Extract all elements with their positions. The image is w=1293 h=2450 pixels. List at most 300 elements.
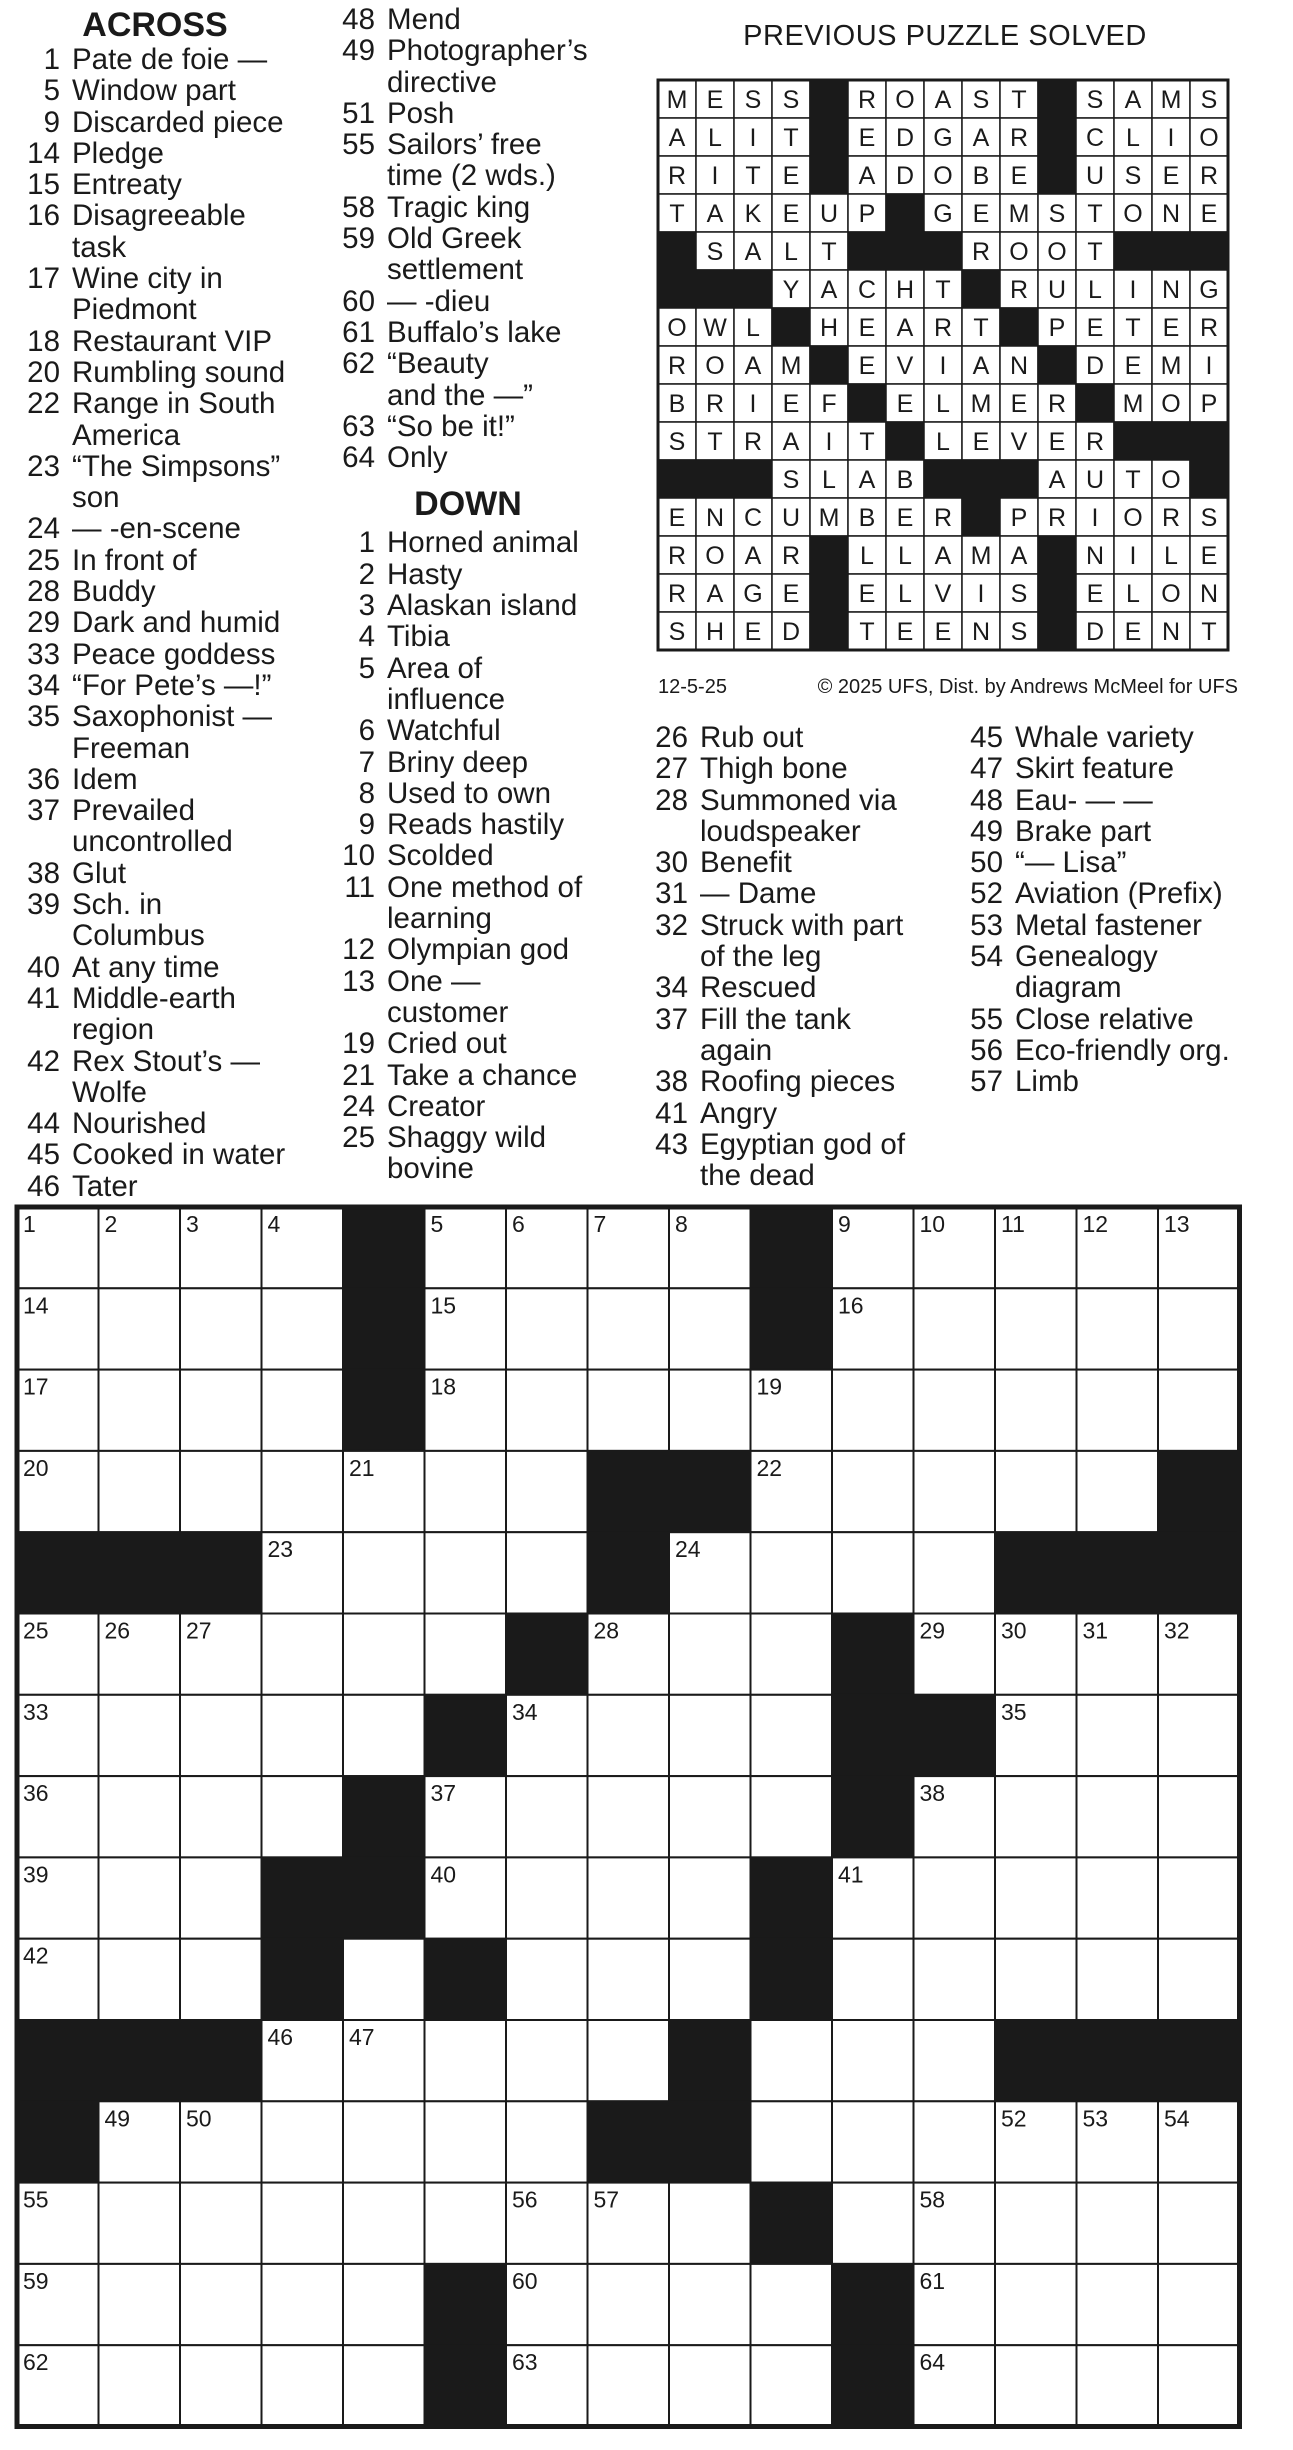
grid-cell[interactable] [588,1695,670,1776]
grid-cell[interactable] [262,1370,344,1451]
prev-cell-letter: R [667,162,687,190]
grid-cell[interactable] [99,2264,181,2345]
prev-cell-letter: E [858,124,876,152]
down-clue-41 [640,1098,960,1129]
grid-cell[interactable] [751,1532,833,1613]
prev-black-cell [1000,308,1038,346]
cell-number: 38 [919,1780,946,1807]
grid-cell[interactable] [1158,1857,1240,1938]
clue-number: 62 [342,347,375,381]
clue-text [387,129,643,192]
clue-text [387,872,643,935]
across-clue-34 [20,670,320,701]
cell-number: 13 [1164,1211,1190,1237]
grid-cell[interactable] [1077,1695,1159,1776]
grid-cell[interactable] [262,2264,344,2345]
black-square [343,1776,425,1857]
down-clue-54 [955,941,1285,1004]
clue-text-line: At any time [72,950,220,984]
prev-cell-letter: E [744,618,762,646]
grid-cell[interactable] [1077,2183,1159,2264]
cell-number: 16 [838,1292,864,1319]
down-clues-column-3 [640,722,960,1191]
clue-text-line: region [72,1013,155,1047]
grid-cell[interactable] [995,2183,1077,2264]
grid-cell[interactable] [914,2020,996,2101]
clue-number: 56 [970,1033,1003,1067]
prev-cell-letter: L [784,238,798,266]
grid-cell[interactable] [425,1451,507,1532]
grid-cell[interactable] [751,1776,833,1857]
prev-cell-letter: T [973,314,989,342]
clue-text-line: Cried out [387,1027,507,1061]
grid-cell[interactable] [99,1370,181,1451]
prev-cell-letter: E [896,618,914,646]
grid-cell[interactable] [588,1857,670,1938]
prev-cell-letter: T [783,124,799,152]
clue-number: 45 [970,721,1003,754]
clue-text-line: Wolfe [72,1075,147,1109]
clue-text-line: diagram [1015,971,1122,1005]
prev-cell-letter: T [745,162,761,190]
grid-cell[interactable] [669,1939,751,2020]
grid-cell[interactable] [669,2345,751,2426]
clue-text [1015,878,1285,909]
clue-text [72,795,320,858]
grid-cell[interactable] [506,1939,588,2020]
cell-number: 6 [512,1211,525,1237]
across-header: ACROSS [82,6,228,44]
grid-cell[interactable] [99,1451,181,1532]
clue-number: 28 [27,575,60,609]
down-clue-21 [323,1060,643,1091]
grid-cell[interactable] [99,1857,181,1938]
grid-cell[interactable] [669,2183,751,2264]
grid-cell[interactable] [1077,1939,1159,2020]
prev-cell-letter: D [1085,618,1105,646]
grid-cell[interactable] [262,2101,344,2182]
prev-cell-letter: R [1047,390,1067,418]
grid-cell[interactable] [180,1776,262,1857]
black-square [1158,1532,1240,1613]
clue-text [1015,941,1285,1004]
prev-cell-letter: O [705,542,725,570]
clue-number: 32 [655,908,688,942]
grid-cell[interactable] [588,1288,670,1369]
grid-cell[interactable] [506,1288,588,1369]
grid-cell[interactable] [669,1776,751,1857]
grid-cell[interactable] [832,1939,914,2020]
prev-cell-letter: L [1126,124,1140,152]
prev-cell-letter: L [746,314,760,342]
grid-cell[interactable] [995,1288,1077,1369]
prev-cell-letter: O [1047,238,1067,266]
grid-cell[interactable] [506,2101,588,2182]
clue-text [72,545,320,576]
prev-cell-letter: A [668,124,686,152]
grid-cell[interactable] [506,1776,588,1857]
clue-text-line: Hasty [387,557,463,591]
clue-number: 57 [970,1065,1003,1099]
prev-cell-letter: O [1123,504,1143,532]
prev-black-cell [810,118,848,156]
cell-number: 53 [1082,2105,1109,2132]
clue-text-line: Thigh bone [700,752,848,786]
clue-number: 49 [342,34,375,68]
grid-cell[interactable] [99,2345,181,2426]
grid-cell[interactable] [588,1370,670,1451]
grid-cell[interactable] [1158,1776,1240,1857]
prev-cell-letter: L [708,124,722,152]
cell-number: 8 [675,1211,688,1237]
grid-cell[interactable] [99,1939,181,2020]
clue-number: 10 [342,839,375,873]
clue-number: 48 [342,3,375,36]
clue-number: 8 [358,776,375,810]
clue-number: 28 [655,783,688,817]
grid-cell[interactable] [425,1532,507,1613]
grid-cell[interactable] [343,1532,425,1613]
grid-cell[interactable] [751,1695,833,1776]
clue-text [700,972,960,1003]
prev-cell-letter: I [1129,542,1137,570]
grid-cell[interactable] [832,2183,914,2264]
prev-cell-letter: L [1088,276,1102,304]
black-square [1158,2020,1240,2101]
black-square [425,1939,507,2020]
down-clue-12 [323,934,643,965]
cell-number: 52 [1001,2105,1027,2132]
black-square [751,1288,833,1369]
grid-cell[interactable] [262,1695,344,1776]
grid-cell[interactable] [1077,1370,1159,1451]
grid-cell[interactable] [343,2183,425,2264]
grid-cell[interactable] [832,1451,914,1532]
clue-number: 16 [27,199,60,233]
cell-number: 22 [756,1454,783,1481]
grid-cell[interactable] [1077,2264,1159,2345]
grid-cell[interactable] [588,2264,670,2345]
grid-cell[interactable] [180,2264,262,2345]
clue-text-line: Mend [387,3,461,36]
prev-cell-letter: A [1048,466,1066,494]
clue-text-line: time (2 wds.) [387,159,556,193]
prev-cell-letter: I [749,390,757,418]
across-clue-29 [20,607,320,638]
grid-cell[interactable] [1158,1695,1240,1776]
prev-cell-letter: S [782,466,800,494]
grid-cell[interactable] [180,1451,262,1532]
clue-number: 35 [27,700,60,734]
prev-cell-letter: G [1199,276,1219,304]
grid-cell[interactable] [669,1695,751,1776]
cell-number: 3 [186,1211,199,1237]
grid-cell[interactable] [180,2183,262,2264]
grid-cell[interactable] [832,1370,914,1451]
black-square [262,1857,344,1938]
grid-cell[interactable] [262,1451,344,1532]
prev-cell-letter: O [1161,390,1181,418]
grid-cell[interactable] [1158,2345,1240,2426]
across-clue-40 [20,952,320,983]
grid-cell[interactable] [180,1288,262,1369]
grid-cell[interactable] [262,1614,344,1695]
grid-cell[interactable] [425,1614,507,1695]
down-clue-list-continued [640,722,960,1191]
grid-cell[interactable] [914,1370,996,1451]
grid-cell[interactable] [669,1370,751,1451]
clue-text [72,263,320,326]
clue-text-line: Struck with part [700,908,904,942]
prev-cell-letter: N [1009,352,1029,380]
prev-black-cell [696,270,734,308]
grid-cell[interactable] [99,1288,181,1369]
cell-number: 24 [675,1536,701,1563]
clue-text-line: “— Lisa” [1015,846,1127,880]
clue-number: 64 [342,441,375,475]
grid-cell[interactable] [180,1370,262,1451]
grid-cell[interactable] [1158,1288,1240,1369]
black-square [832,1614,914,1695]
black-square [180,1532,262,1613]
clue-text-line: Glut [72,856,127,890]
prev-black-cell [924,460,962,498]
grid-cell[interactable] [425,2020,507,2101]
clue-text [1015,1066,1285,1097]
prev-cell-letter: E [1086,314,1104,342]
clue-text [387,192,643,223]
clue-text [72,639,320,670]
black-square [99,2020,181,2101]
clue-text-line: bovine [387,1152,474,1186]
clue-text-line: Reads hastily [387,808,565,842]
across-clue-20 [20,357,320,388]
down-clue-30 [640,847,960,878]
black-square [425,2345,507,2426]
prev-cell-letter: P [1200,390,1218,418]
grid-cell[interactable] [914,1532,996,1613]
grid-cell[interactable] [995,1370,1077,1451]
prev-cell-letter: A [1124,86,1142,114]
prev-cell-letter: A [820,276,838,304]
prev-cell-letter: F [821,390,837,418]
clue-text [1015,785,1285,816]
grid-cell[interactable] [995,1939,1077,2020]
grid-cell[interactable] [180,1857,262,1938]
prev-cell-letter: I [1167,124,1175,152]
prev-cell-letter: U [1047,276,1067,304]
grid-cell[interactable] [669,2264,751,2345]
cell-number: 62 [23,2349,49,2376]
prev-cell-letter: I [711,162,719,190]
grid-cell[interactable] [506,1370,588,1451]
grid-cell[interactable] [751,2020,833,2101]
prev-cell-letter: G [933,124,953,152]
clue-number: 46 [27,1169,60,1203]
grid-cell[interactable] [914,2101,996,2182]
grid-cell[interactable] [1077,2345,1159,2426]
grid-cell[interactable] [588,1939,670,2020]
grid-cell[interactable] [506,2020,588,2101]
clue-text [387,590,643,621]
grid-cell[interactable] [995,1776,1077,1857]
across-clue-18 [20,326,320,357]
prev-cell-letter: V [896,352,914,380]
prev-cell-letter: E [858,314,876,342]
prev-black-cell [962,460,1000,498]
clue-text [387,1028,643,1059]
grid-cell[interactable] [669,1288,751,1369]
clue-number: 9 [358,808,375,842]
prev-cell-letter: R [933,504,953,532]
clue-text-line: Creator [387,1089,486,1123]
down-clue-19 [323,1028,643,1059]
prev-cell-letter: E [1010,390,1028,418]
prev-cell-letter: C [743,504,763,532]
clue-text [1015,1035,1285,1066]
grid-cell[interactable] [914,1451,996,1532]
grid-cell[interactable] [995,1857,1077,1938]
grid-cell[interactable] [669,1614,751,1695]
clue-text [387,809,643,840]
prev-cell-letter: I [939,352,947,380]
grid-cell[interactable] [751,2264,833,2345]
clue-text-line: the dead [700,1159,815,1193]
clue-text [72,983,320,1046]
grid-cell[interactable] [1158,2264,1240,2345]
grid-cell[interactable] [832,1532,914,1613]
grid-cell[interactable] [343,2101,425,2182]
grid-cell[interactable] [751,2345,833,2426]
clue-number: 34 [27,668,60,702]
prev-cell-letter: S [782,86,800,114]
grid-cell[interactable] [1158,2183,1240,2264]
black-square [343,1370,425,1451]
grid-cell[interactable] [1158,1370,1240,1451]
grid-cell[interactable] [995,2264,1077,2345]
clue-number: 48 [970,783,1003,817]
across-clue-25 [20,545,320,576]
grid-cell[interactable] [588,2345,670,2426]
prev-cell-letter: K [744,200,762,228]
clue-text [72,889,320,952]
grid-cell[interactable] [99,2183,181,2264]
clue-text-line: Disagreeable [72,199,246,233]
clue-text-line: Genealogy [1015,940,1158,974]
clue-text-line: “Beauty [387,347,489,381]
grid-cell[interactable] [995,1451,1077,1532]
prev-cell-letter: S [668,428,686,456]
grid-cell[interactable] [832,2101,914,2182]
across-clue-9 [20,107,320,138]
prev-cell-letter: R [667,352,687,380]
prev-cell-letter: S [972,86,990,114]
grid-cell[interactable] [1077,1451,1159,1532]
grid-cell[interactable] [343,1614,425,1695]
down-clue-38 [640,1066,960,1097]
clue-text [1015,816,1285,847]
prev-cell-letter: O [1161,466,1181,494]
grid-cell[interactable] [914,1939,996,2020]
clue-text-line: Middle-earth [72,981,236,1015]
prev-cell-letter: B [668,390,686,418]
clue-text-line: Prevailed [72,794,195,828]
clue-text [1015,722,1285,753]
clue-text [700,1066,960,1097]
clue-text-line: “For Pete’s —!” [72,668,272,702]
clue-number: 1 [43,43,60,76]
clue-text [72,1139,320,1170]
prev-black-cell [886,422,924,460]
prev-cell-letter: S [1200,504,1218,532]
grid-cell[interactable] [751,2101,833,2182]
down-clue-25 [323,1122,643,1185]
clue-number: 58 [342,190,375,224]
cell-number: 26 [104,1617,131,1644]
grid-cell[interactable] [506,1857,588,1938]
grid-cell[interactable] [588,2020,670,2101]
grid-cell[interactable] [425,2101,507,2182]
prev-cell-letter: E [782,390,800,418]
clue-text-line: Wine city in [72,262,223,296]
grid-cell[interactable] [262,1776,344,1857]
grid-cell[interactable] [99,1695,181,1776]
grid-cell[interactable] [995,2345,1077,2426]
clue-number: 9 [43,105,60,139]
grid-cell[interactable] [180,1939,262,2020]
grid-cell[interactable] [343,1695,425,1776]
grid-cell[interactable] [588,1776,670,1857]
black-square [588,1532,670,1613]
down-clue-1 [323,527,643,558]
black-square [262,1939,344,2020]
black-square [17,1532,99,1613]
cell-number: 40 [430,1861,457,1888]
grid-cell[interactable] [832,2020,914,2101]
grid-cell[interactable] [262,2183,344,2264]
grid-cell[interactable] [751,1614,833,1695]
grid-cell[interactable] [343,1939,425,2020]
grid-cell[interactable] [262,1288,344,1369]
grid-cell[interactable] [914,1288,996,1369]
black-square [995,1532,1077,1613]
cell-number: 46 [267,2024,294,2050]
grid-cell[interactable] [1077,1776,1159,1857]
clue-text-line: Skirt feature [1015,752,1175,786]
black-square [17,2020,99,2101]
across-clue-38 [20,858,320,889]
black-square [506,1614,588,1695]
grid-cell[interactable] [180,2345,262,2426]
grid-cell[interactable] [1077,1288,1159,1369]
grid-cell[interactable] [1077,1857,1159,1938]
prev-black-cell [1000,460,1038,498]
grid-cell[interactable] [1158,1939,1240,2020]
grid-cell[interactable] [99,1776,181,1857]
grid-cell[interactable] [506,1451,588,1532]
grid-cell[interactable] [425,2183,507,2264]
grid-cell[interactable] [914,1857,996,1938]
grid-cell[interactable] [669,1857,751,1938]
grid-cell[interactable] [343,2264,425,2345]
grid-cell[interactable] [343,2345,425,2426]
grid-cell[interactable] [180,1695,262,1776]
grid-cell[interactable] [506,1532,588,1613]
clue-text-line: Fill the tank [700,1002,851,1036]
grid-cell[interactable] [262,2345,344,2426]
cell-number: 64 [919,2349,946,2376]
across-clue-33 [20,639,320,670]
